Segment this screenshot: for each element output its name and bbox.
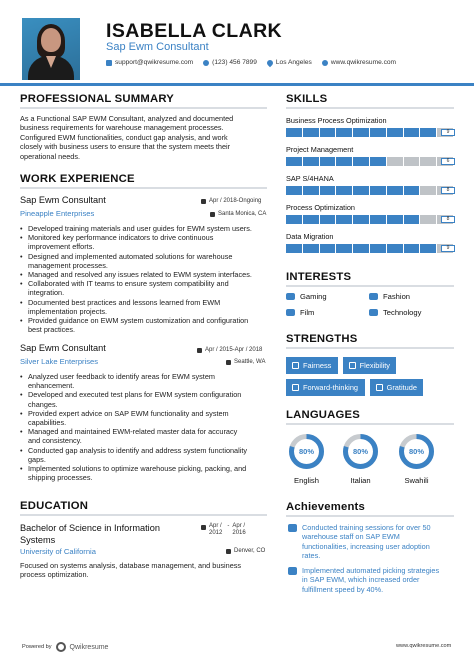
experience-heading: WORK EXPERIENCE xyxy=(20,173,135,185)
trophy-icon xyxy=(288,524,297,532)
skill-bar-segment xyxy=(353,215,369,224)
strengths-divider xyxy=(286,347,454,349)
job-company: Silver Lake Enterprises xyxy=(20,357,99,366)
skill-bar-segment xyxy=(286,128,302,137)
skill-bar-segment xyxy=(420,128,436,137)
skill-bar-segment xyxy=(353,128,369,137)
skill-bar-segment xyxy=(387,157,403,166)
achievement-item: Implemented automated picking strategies in SAP EWM, which increased order fulfillment speed by 40%. xyxy=(302,566,440,594)
skill-label: Data Migration xyxy=(286,232,334,241)
location-pin-icon xyxy=(266,58,274,66)
education-description: Focused on systems analysis, database management, and business process optimization. xyxy=(20,561,242,580)
skill-bar-segment xyxy=(303,244,319,253)
interest-fashion: Fashion xyxy=(369,292,410,301)
location-pin-icon xyxy=(210,212,215,217)
language-name: English xyxy=(294,476,319,485)
strength-tag: Forward-thinking xyxy=(286,379,365,396)
education-location: Denver, CO xyxy=(226,548,265,554)
language-percent: 80% xyxy=(408,447,425,457)
summary-heading: PROFESSIONAL SUMMARY xyxy=(20,93,175,105)
list-item: • Developed training materials and user guides for EWM system users. xyxy=(20,224,270,233)
skill-bar-segment xyxy=(420,157,436,166)
skill-bar-segment xyxy=(420,244,436,253)
contact-phone: (123) 456 7899 xyxy=(212,59,257,66)
skill-bar-segment xyxy=(370,215,386,224)
interest-film: Film xyxy=(286,308,314,317)
candidate-role: Sap Ewm Consultant xyxy=(106,41,209,53)
skill-level-label: 8 xyxy=(441,216,455,223)
profile-photo xyxy=(22,18,80,80)
school-name: University of California xyxy=(20,547,96,556)
summary-divider xyxy=(20,107,267,109)
skill-bar-segment xyxy=(404,186,420,195)
skill-bar-segment xyxy=(370,157,386,166)
skill-bar-segment xyxy=(387,244,403,253)
skill-bar-segment xyxy=(420,215,436,224)
education-dates: Apr / 2012 - Apr / 2016 xyxy=(201,523,246,537)
laptop-icon xyxy=(369,309,378,316)
job-dates: Apr / 2015-Apr / 2018 xyxy=(197,347,262,353)
job-title: Sap Ewm Consultant xyxy=(20,195,106,205)
interests-heading: INTERESTS xyxy=(286,271,352,283)
strength-tag: Gratitude xyxy=(370,379,423,396)
skill-bar-segment xyxy=(336,244,352,253)
skill-bar xyxy=(286,244,454,253)
job-company: Pineapple Enterprises xyxy=(20,209,95,218)
skill-bar-segment xyxy=(320,244,336,253)
header-divider xyxy=(0,83,474,86)
footer-powered-by: Powered by Qwikresume xyxy=(22,643,109,651)
skill-bar-segment xyxy=(353,186,369,195)
list-item: • Provided expert advice on SAP EWM functionality and system capabilities. xyxy=(20,409,270,427)
calendar-icon xyxy=(197,348,202,353)
interests-divider xyxy=(286,285,454,287)
skill-bar-segment xyxy=(336,157,352,166)
qwikresume-logo-icon xyxy=(56,642,66,652)
achievements-heading: Achievements xyxy=(286,501,366,513)
list-item: • Collaborated with IT teams to ensure system compatibility and integration. xyxy=(20,279,270,297)
skill-bar-segment xyxy=(320,186,336,195)
skill-bar-segment xyxy=(286,215,302,224)
skill-bar-segment xyxy=(420,186,436,195)
language-ring xyxy=(342,433,379,470)
skill-level-label: 9 xyxy=(441,129,455,136)
achievement-item: Conducted training sessions for over 50 warehouse staff on SAP EWM functionalities, increasing user adoption rates. xyxy=(302,523,431,561)
skill-bar xyxy=(286,157,454,166)
language-percent: 80% xyxy=(298,447,315,457)
candidate-name: ISABELLA CLARK xyxy=(106,20,283,42)
language-percent: 80% xyxy=(352,447,369,457)
degree-title: Bachelor of Science in Information Systems xyxy=(20,523,160,545)
skill-bar-segment xyxy=(303,186,319,195)
strength-tag: Fairness xyxy=(286,357,338,374)
job-bullets xyxy=(20,224,270,334)
job-title: Sap Ewm Consultant xyxy=(20,343,106,353)
globe-icon xyxy=(322,60,328,66)
interest-technology: Technology xyxy=(369,308,421,317)
hanger-icon xyxy=(369,293,378,300)
skill-bar-segment xyxy=(404,157,420,166)
list-item: • Documented best practices and lessons learned from EWM implementation projects. xyxy=(20,298,270,316)
list-item: • Analyzed user feedback to identify areas for EWM system enhancement. xyxy=(20,372,270,390)
summary-text: As a Functional SAP EWM Consultant, analyzed and documented business requirements for warehouse management processes. Configured EWM functionalities, conduct gap analysis, and work closely with business users to ensure that the system meets their operational needs. xyxy=(20,114,234,161)
contact-bar xyxy=(106,59,396,66)
skill-level-label: 9 xyxy=(441,245,455,252)
skill-bar-segment xyxy=(320,128,336,137)
location-pin-icon xyxy=(226,549,231,554)
scale-icon xyxy=(292,362,299,369)
skill-bar xyxy=(286,186,454,195)
skill-bar-segment xyxy=(387,128,403,137)
interest-gaming: Gaming xyxy=(286,292,327,301)
skill-bar-segment xyxy=(370,128,386,137)
achievements-divider xyxy=(286,515,454,517)
job-dates: Apr / 2018-Ongoing xyxy=(201,198,261,204)
skill-bar-segment xyxy=(370,244,386,253)
email-icon xyxy=(106,60,112,66)
language-ring xyxy=(398,433,435,470)
job-bullets xyxy=(20,372,270,482)
skill-bar xyxy=(286,128,454,137)
skill-bar-segment xyxy=(320,215,336,224)
education-heading: EDUCATION xyxy=(20,500,89,512)
job-location: Seattle, WA xyxy=(226,359,265,365)
skills-divider xyxy=(286,107,454,109)
language-name: Italian xyxy=(350,476,371,485)
strength-tag: Flexibility xyxy=(343,357,396,374)
skill-bar-segment xyxy=(286,157,302,166)
film-icon xyxy=(286,309,295,316)
skill-bar-segment xyxy=(336,128,352,137)
skill-bar-segment xyxy=(353,244,369,253)
skill-bar-segment xyxy=(387,186,403,195)
gamepad-icon xyxy=(286,293,295,300)
skill-level-label: 8 xyxy=(441,187,455,194)
skill-bar-segment xyxy=(336,215,352,224)
list-item: • Managed and resolved any issues related to EWM system interfaces. xyxy=(20,270,270,279)
languages-heading: LANGUAGES xyxy=(286,409,360,421)
skill-label: Business Process Optimization xyxy=(286,116,387,125)
education-divider xyxy=(20,514,267,516)
calendar-icon xyxy=(201,525,206,530)
skill-level-label: 6 xyxy=(441,158,455,165)
trophy-icon xyxy=(288,567,297,575)
skill-bar-segment xyxy=(303,157,319,166)
skill-bar xyxy=(286,215,454,224)
language-ring xyxy=(288,433,325,470)
list-item: • Designed and implemented automated solutions for warehouse management processes. xyxy=(20,252,270,270)
list-item: • Developed and executed test plans for EWM system configuration changes. xyxy=(20,390,270,408)
contact-email[interactable]: support@qwikresume.com xyxy=(115,59,194,66)
skill-bar-segment xyxy=(370,186,386,195)
experience-divider xyxy=(20,187,267,189)
skill-bar-segment xyxy=(404,244,420,253)
footer-website[interactable]: www.qwikresume.com xyxy=(396,643,452,649)
skill-bar-segment xyxy=(286,244,302,253)
skill-bar-segment xyxy=(303,215,319,224)
skills-heading: SKILLS xyxy=(286,93,328,105)
skill-bar-segment xyxy=(320,157,336,166)
skill-label: SAP S/4HANA xyxy=(286,174,334,183)
list-item: • Conducted gap analysis to identify and address system functionality gaps. xyxy=(20,446,270,464)
skill-bar-segment xyxy=(353,157,369,166)
skill-bar-segment xyxy=(404,128,420,137)
skill-bar-segment xyxy=(336,186,352,195)
language-name: Swahili xyxy=(404,476,429,485)
strengths-heading: STRENGTHS xyxy=(286,333,358,345)
contact-website[interactable]: www.qwikresume.com xyxy=(330,59,397,66)
location-pin-icon xyxy=(226,360,231,365)
calendar-icon xyxy=(201,199,206,204)
skill-bar-segment xyxy=(404,215,420,224)
skill-bar-segment xyxy=(303,128,319,137)
arrows-icon xyxy=(349,362,356,369)
skill-label: Process Optimization xyxy=(286,203,355,212)
list-item: • Provided guidance on EWM system customization and configuration best practices. xyxy=(20,316,270,334)
skill-label: Project Management xyxy=(286,145,354,154)
list-item: • Monitored key performance indicators to drive continuous improvement efforts. xyxy=(20,233,270,251)
list-item: • Implemented solutions to optimize warehouse picking, packing, and shipping processes. xyxy=(20,464,270,482)
languages-divider xyxy=(286,423,454,425)
skill-bar-segment xyxy=(387,215,403,224)
phone-icon xyxy=(203,60,209,66)
job-location: Santa Monica, CA xyxy=(210,211,266,217)
skill-bar-segment xyxy=(286,186,302,195)
contact-location: Los Angeles xyxy=(275,59,312,66)
heart-icon xyxy=(376,384,383,391)
forward-icon xyxy=(292,384,299,391)
list-item: • Managed and maintained EWM-related master data for accuracy and consistency. xyxy=(20,427,270,445)
